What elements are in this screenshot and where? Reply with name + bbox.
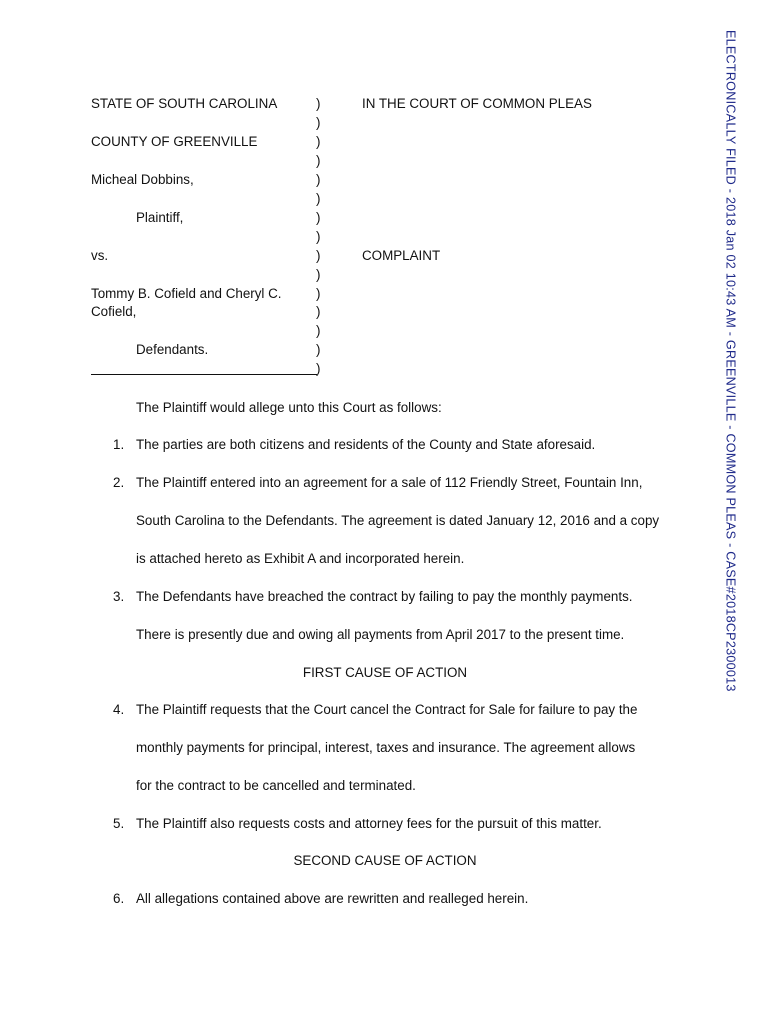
- paragraph-line: The Plaintiff requests that the Court cancel the Contract for Sale for failure to pay the: [136, 702, 638, 717]
- paragraph-number: 5.: [113, 816, 125, 831]
- caption-plaintiff-name: Micheal Dobbins,: [91, 172, 194, 187]
- complaint-intro: The Plaintiff would allege unto this Court as follows:: [136, 400, 442, 415]
- caption-paren: ): [316, 323, 321, 338]
- paragraph-line: is attached hereto as Exhibit A and incorporated herein.: [136, 551, 465, 566]
- efiling-stamp: ELECTRONICALLY FILED - 2018 Jan 02 10:43 AM - GREENVILLE - COMMON PLEAS - CASE#2018CP2300013: [723, 30, 738, 692]
- caption-paren: ): [316, 96, 321, 111]
- caption-paren: ): [316, 153, 321, 168]
- paragraph-number: 4.: [113, 702, 125, 717]
- paragraph-number: 6.: [113, 891, 125, 906]
- paragraph-line: All allegations contained above are rewritten and realleged herein.: [136, 891, 529, 906]
- paragraph-line: There is presently due and owing all payments from April 2017 to the present time.: [136, 627, 625, 642]
- paragraph-line: The Plaintiff entered into an agreement for a sale of 112 Friendly Street, Fountain Inn,: [136, 475, 643, 490]
- caption-paren: ): [316, 248, 321, 263]
- paragraph-number: 2.: [113, 475, 125, 490]
- paragraph-line: The Defendants have breached the contract by failing to pay the monthly payments.: [136, 589, 633, 604]
- paragraph-line: for the contract to be cancelled and terminated.: [136, 778, 416, 793]
- caption-county: COUNTY OF GREENVILLE: [91, 134, 258, 149]
- first-cause-heading: FIRST CAUSE OF ACTION: [302, 665, 468, 680]
- second-cause-heading: SECOND CAUSE OF ACTION: [293, 853, 477, 868]
- caption-paren: ): [316, 210, 321, 225]
- paragraph-line: monthly payments for principal, interest, taxes and insurance. The agreement allows: [136, 740, 636, 755]
- caption-vs: vs.: [91, 248, 109, 263]
- caption-paren: ): [316, 115, 321, 130]
- paragraph-line: The Plaintiff also requests costs and attorney fees for the pursuit of this matter.: [136, 816, 602, 831]
- caption-paren: ): [316, 304, 321, 319]
- caption-underline: [91, 374, 317, 375]
- caption-paren: ): [316, 191, 321, 206]
- caption-paren: ): [316, 172, 321, 187]
- paragraph-line: South Carolina to the Defendants. The agreement is dated January 12, 2016 and a copy: [136, 513, 660, 528]
- caption-defendants-role: Defendants.: [136, 342, 209, 357]
- caption-state: STATE OF SOUTH CAROLINA: [91, 96, 278, 111]
- caption-defendants-line1: Tommy B. Cofield and Cheryl C.: [91, 286, 282, 301]
- caption-paren: ): [316, 361, 321, 376]
- paragraph-line: The parties are both citizens and residents of the County and State aforesaid.: [136, 437, 596, 452]
- caption-paren: ): [316, 342, 321, 357]
- caption-court: IN THE COURT OF COMMON PLEAS: [362, 96, 592, 111]
- caption-paren: ): [316, 134, 321, 149]
- caption-paren: ): [316, 229, 321, 244]
- paragraph-number: 1.: [113, 437, 125, 452]
- caption-document-type: COMPLAINT: [362, 248, 441, 263]
- paragraph-number: 3.: [113, 589, 125, 604]
- caption-defendants-line2: Cofield,: [91, 304, 137, 319]
- caption-paren: ): [316, 267, 321, 282]
- caption-plaintiff-role: Plaintiff,: [136, 210, 184, 225]
- caption-paren: ): [316, 286, 321, 301]
